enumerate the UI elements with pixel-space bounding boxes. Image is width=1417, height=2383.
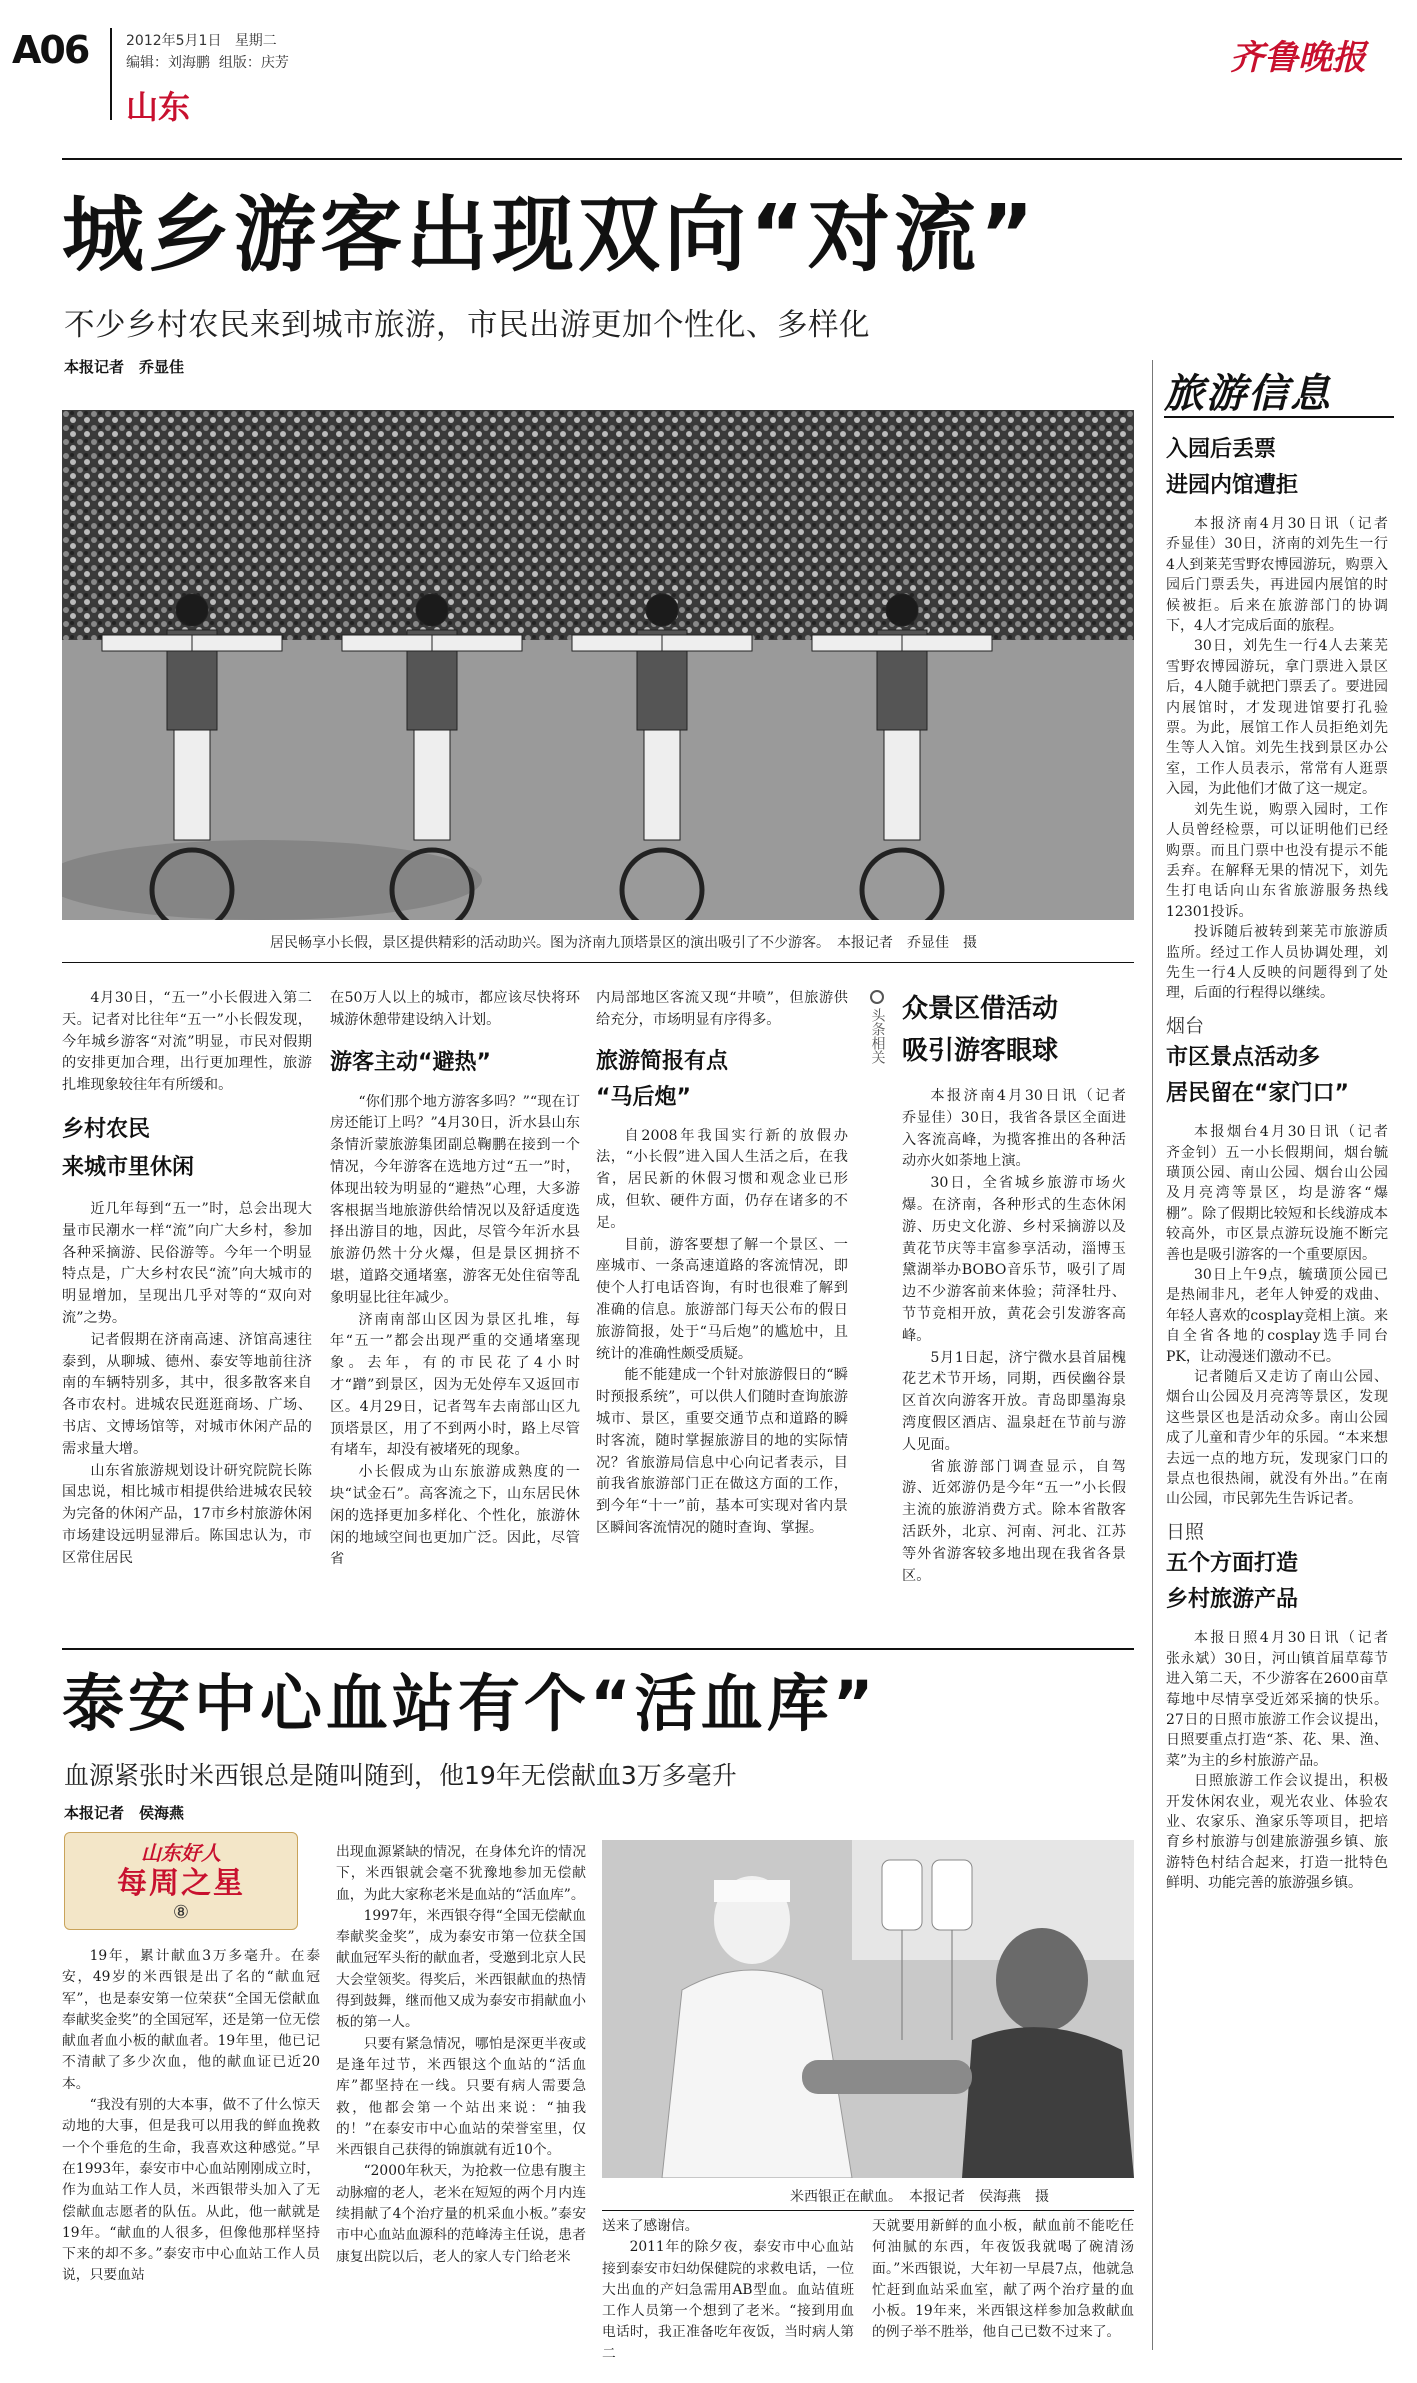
story1-headline: 城乡游客出现双向“对流” bbox=[62, 188, 1038, 283]
layout-text: 组版：庆芳 bbox=[218, 55, 289, 71]
story2-column-1 bbox=[62, 1946, 320, 2287]
sidebar-title bbox=[1164, 362, 1394, 418]
donation-illustration bbox=[602, 1840, 1134, 2178]
story2-col1-p2: “我没有别的大本事，做不了什么惊天动地的大事，但是我可以用我的鲜血挽救一个个垂危的生命，我喜欢这种感觉。”早在1993年，泰安市中心血站刚刚成立时，作为血站工作人员，米西银带头加入了无偿献血志愿者的队伍。从此，他一献就是19年。“献血的人很多，但像他那样坚持下来的却不多。”泰安市中心血站工作人员说，只要血站 bbox=[62, 2097, 320, 2284]
story2-col3-p1: 送来了感谢信。 bbox=[602, 2218, 699, 2234]
story2-col1-p1: 19年，累计献血3万多毫升。在泰安，49岁的米西银是出了名的“献血冠军”，也是泰安第一位荣获“全国无偿献血奉献奖金奖”的全国冠军，还是第一位无偿献血者血小板的献血者。19年里，他已记不清献了多少次血，他的献血证已近20本。 bbox=[62, 1948, 320, 2092]
sidebar-2-p3: 记者随后又走访了南山公园、烟台山公园及月亮湾等景区，发现这些景区也是活动众多。南山公园成了儿童和青少年的乐园。“本来想去远一点的地方玩，发现家门口的景点也很热闹，就没有外出。”在南山公园，市民郭先生告诉记者。 bbox=[1166, 1369, 1388, 1508]
story1-col3-p2: 目前，游客要想了解一个景区、一座城市、一条高速道路的客流情况，即使个人打电话咨询，有时也很难了解到准确的信息。旅游部门每天公布的假日旅游简报，处于“马后炮”的尴尬中，且统计的准确性颇受质疑。 bbox=[596, 1236, 848, 1362]
story1-subhead-4: 众景区借活动 吸引游客眼球 bbox=[902, 994, 1059, 1066]
sidebar-headline-3: 五个方面打造 乡村旅游产品 bbox=[1166, 1551, 1299, 1613]
paper-logo: 齐鲁晚报 bbox=[1230, 38, 1366, 78]
sidebar-2-p2: 30日上午9点，毓璜顶公园已是热闹非凡，老年人钟爱的戏曲、年轻人喜欢的cosplay竞相上演。来自全省各地的cosplay选手同台PK，让动漫迷们激动不已。 bbox=[1166, 1267, 1388, 1365]
section-name: 山东 bbox=[126, 88, 191, 126]
story2-column-2 bbox=[336, 1842, 586, 2268]
story2-column-3 bbox=[602, 2216, 854, 2365]
story1-col3-p1: 自2008年我国实行新的放假办法，“小长假”进入国人生活之后，在我省，居民新的休假习惯和观念业已形成，但软、硬件方面，仍存在诸多的不足。 bbox=[596, 1127, 848, 1231]
sidebar-divider bbox=[1152, 360, 1153, 2350]
blood-donation-photo bbox=[602, 1840, 1134, 2178]
sidebar-headline-2: 市区景点活动多 居民留在“家门口” bbox=[1166, 1045, 1349, 1107]
photo-caption-rule bbox=[602, 2210, 1134, 2211]
badge-main-text: 每周之星 bbox=[117, 1866, 245, 1901]
story2-byline: 本报记者 侯海燕 bbox=[64, 1804, 185, 1822]
story1-column-3 bbox=[596, 988, 848, 1540]
good-person-badge bbox=[64, 1832, 298, 1930]
masthead-date bbox=[126, 30, 277, 50]
story2-col2-p2: 1997年，米西银夺得“全国无偿献血奉献奖金奖”，成为泰安市第一位获全国献血冠军头衔的献血者，受邀到北京人民大会堂领奖。得奖后，米西银献血的热情得到鼓舞，继而他又成为泰安市捐献血小板的第一人。 bbox=[336, 1907, 586, 2031]
story1-col1-p2: 记者假期在济南高速、济馆高速往泰到，从聊城、德州、泰安等地前往济南的车辆特别多，其中，很多散客来自各市农村。进城农民逛逛商场、广场、书店、文博场馆等，对城市休闲产品的需求量大增。 bbox=[62, 1331, 312, 1457]
sidebar-3-p2: 日照旅游工作会议提出，积极开发休闲农业，观光农业、体验农业、农家乐、渔家乐等项目，把培育乡村旅游与创建旅游强乡镇、旅游特色村结合起来，打造一批特色鲜明、功能完善的旅游强乡镇。 bbox=[1166, 1773, 1388, 1892]
sidebar-headline-1: 入园后丢票 进园内馆遭拒 bbox=[1166, 437, 1299, 498]
caption-rule bbox=[62, 962, 1134, 963]
story2-subheadline: 血源紧张时米西银总是随叫随到，他19年无偿献血3万多毫升 bbox=[64, 1761, 737, 1790]
story2-column-4 bbox=[872, 2216, 1134, 2344]
story1-byline: 本报记者 乔显佳 bbox=[64, 358, 185, 376]
story2-col3-p2: 2011年的除夕夜，泰安市中心血站接到泰安市妇幼保健院的求救电话，一位大出血的产妇急需用AB型血。血站值班工作人员第一个想到了老米。“接到用血电话时，我正准备吃年夜饭，当时病人第二 bbox=[602, 2239, 854, 2362]
weekday-text: 星期二 bbox=[234, 33, 277, 49]
story1-col4-p4: 省旅游部门调查显示，自驾游、近郊游仍是今年“五一”小长假主流的旅游消费方式。除本省散客活跃外，北京、河南、河北、江苏等外省游客较多地出现在我省各景区。 bbox=[902, 1458, 1126, 1584]
page-number: A06 bbox=[12, 28, 89, 72]
masthead-divider bbox=[110, 28, 112, 120]
badge-top-text: 山东好人 bbox=[141, 1841, 221, 1865]
related-circle-icon bbox=[870, 990, 884, 1004]
story1-column-2 bbox=[330, 988, 580, 1571]
photo-illustration bbox=[62, 410, 1134, 920]
story1-col2-lead: 在50万人以上的城市，都应该尽快将环城游休憩带建设纳入计划。 bbox=[330, 990, 580, 1028]
story1-subhead-3: 旅游简报有点 “马后炮” bbox=[596, 1048, 729, 1110]
story1-column-1 bbox=[62, 988, 312, 1570]
story2-col2-p1: 出现血源紧缺的情况，在身体允许的情况下，米西银就会毫不犹豫地参加无偿献血，为此大家称老米是血站的“活血库”。 bbox=[336, 1844, 586, 1903]
related-marker bbox=[866, 990, 888, 1064]
story1-column-4 bbox=[902, 988, 1141, 1587]
editor-text: 编辑：刘海鹏 bbox=[126, 55, 210, 71]
sidebar-1-p3: 刘先生说，购票入园时，工作人员曾经检票，可以证明他们已经购票。而且门票中也没有提示不能丢弃。在解释无果的情况下，刘先生打电话向山东省旅游服务热线12301投诉。 bbox=[1166, 801, 1388, 920]
date-text: 2012年5月1日 bbox=[126, 33, 222, 49]
story1-col3-lead: 内局部地区客流又现“井喷”，但旅游供给充分，市场明显有序得多。 bbox=[596, 990, 848, 1028]
sidebar-1-p4: 投诉随后被转到莱芜市旅游质监所。经过工作人员协调处理，刘先生一行4人反映的问题得到了处理，后面的行程得以继续。 bbox=[1166, 924, 1388, 1002]
story1-col1-p3: 山东省旅游规划设计研究院院长陈国忠说，相比城市相提供给进城农民较为完备的休闲产品，17市乡村旅游休闲市场建设远明显滞后。陈国忠认为，市区常住居民 bbox=[62, 1462, 312, 1566]
related-label: 头条相关 bbox=[869, 1008, 886, 1064]
story2-col2-p3: 只要有紧急情况，哪怕是深更半夜或是逢年过节，米西银这个血站的“活血库”都坚持在一线。只要有病人需要急救，他都会第一个站出来说：“抽我的！”在泰安市中心血站的荣誉室里，仅米西银自己获得的锦旗就有近10个。 bbox=[336, 2035, 586, 2159]
story2-photo-caption: 米西银正在献血。 本报记者 侯海燕 摄 bbox=[790, 2189, 1049, 2205]
story1-col2-p3: 小长假成为山东旅游成熟度的一块“试金石”。高客流之下，山东居民休闲的选择更加多样化、个性化，旅游休闲的地域空间也更加广泛。因此，尽管省 bbox=[330, 1464, 580, 1568]
story2-col2-p4: “2000年秋天，为抢救一位患有腹主动脉瘤的老人，老米在短短的两个月内连续捐献了4个治疗量的机采血小板。”泰安市中心血站血源科的范峰涛主任说，患者康复出院以后，老人的家人专门给老米 bbox=[336, 2163, 586, 2265]
story2-headline: 泰安中心血站有个“活血库” bbox=[62, 1667, 878, 1740]
story1-col2-p1: “你们那个地方游客多吗？”“现在订房还能订上吗？”4月30日，沂水县山东条情沂蒙旅游集团副总鞠鹏在接到一个情况，今年游客在选地方过“五一”时，体现出较为明显的“避热”心理，大多游客根据当地旅游供给情况以及舒适度选择出游目的地，因此，尽管今年沂水县旅游仍然十分火爆，但是景区拥挤不堪，道路交通堵塞，游客无处住宿等乱象明显比往年减少。 bbox=[330, 1093, 580, 1306]
sidebar-location-2: 烟台 bbox=[1166, 1014, 1205, 1037]
story1-subheadline: 不少乡村农民来到城市旅游，市民出游更加个性化、多样化 bbox=[64, 308, 870, 343]
story1-col4-p3: 5月1日起，济宁微水县首届槐花艺术节开场，同期，西侯幽谷景区首次向游客开放。青岛即墨海泉湾度假区酒店、温泉赶在节前与游人见面。 bbox=[902, 1349, 1126, 1453]
story1-col4-p1: 本报济南4月30日讯（记者 乔显佳）30日，我省各景区全面进入客流高峰，为揽客推出的各种活动亦火如荼地上演。 bbox=[902, 1088, 1141, 1170]
top-rule bbox=[62, 158, 1402, 160]
story1-col4-p2: 30日，全省城乡旅游市场火爆。在济南，各种形式的生态休闲游、历史文化游、乡村采摘游以及黄花节庆等丰富参享活动，淄博玉黛湖举办BOBO音乐节，吸引了周边不少游客前来体验；菏泽牡丹、节节竞相开放，黄花会引发游客高峰。 bbox=[902, 1175, 1126, 1344]
sidebar-2-p1: 本报烟台4月30日讯（记者 齐金钊）五一小长假期间，烟台毓璜顶公园、南山公园、烟台山公园及月亮湾等景区，均是游客“爆棚”。除了假期比较短和长线游成本较高外，市区景点游玩设施不断完善也是吸引游客的一个重要原因。 bbox=[1166, 1124, 1402, 1263]
sidebar-column bbox=[1166, 432, 1402, 1894]
story1-photo-caption: 居民畅享小长假，景区提供精彩的活动助兴。图为济南九顶塔景区的演出吸引了不少游客。 本报记者 乔显佳 摄 bbox=[270, 935, 977, 951]
sidebar-1-p2: 30日，刘先生一行4人去莱芜雪野农博园游玩，拿门票进入景区后，4人随手就把门票丢了。要进园内展馆时，才发现进馆要打孔验票。为此，展馆工作人员拒绝刘先生等人入馆。刘先生找到景区办公室，工作人员表示，常常有人逛票入园，为此他们才做了这一规定。 bbox=[1166, 638, 1388, 798]
story1-subhead-1: 乡村农民 来城市里休闲 bbox=[62, 1116, 195, 1180]
story1-subhead-2: 游客主动“避热” bbox=[330, 1049, 491, 1075]
sidebar-title-text: 旅游信息 bbox=[1164, 371, 1332, 417]
story1-intro: 4月30日，“五一”小长假进入第二天。记者对比往年“五一”小长假发现，今年城乡游客“对流”明显，市民对假期的安排更加合理，出行更加理性，旅游扎堆现象较往年有所缓和。 bbox=[62, 990, 312, 1094]
sidebar-1-p1: 本报济南4月30日讯（记者 乔显佳）30日，济南的刘先生一行4人到莱芜雪野农博园游玩，购票入园后门票丢失，再进园内展馆的时候被拒。后来在旅游部门的协调下，4人才完成后面的旅程。 bbox=[1166, 516, 1402, 635]
sidebar-location-3: 日照 bbox=[1166, 1520, 1205, 1543]
story1-col1-p1: 近几年每到“五一”时，总会出现大量市民潮水一样“流”向广大乡村，参加各种采摘游、民俗游等。今年一个明显特点是，广大乡村农民“流”向大城市的明显增加，呈现出几乎对等的“双向对流”之势。 bbox=[62, 1200, 312, 1326]
story-separator bbox=[62, 1648, 1134, 1650]
story1-col3-p3: 能不能建成一个针对旅游假日的“瞬时预报系统”，可以供人们随时查询旅游城市、景区，重要交通节点和道路的瞬时客流，随时掌握旅游目的地的实际情况？省旅游局信息中心向记者表示，目前我省旅游部门正在做这方面的工作，到今年“十一”前，基本可实现对省内景区瞬间客流情况的随时查询、掌握。 bbox=[596, 1367, 848, 1536]
sidebar-3-p1: 本报日照4月30日讯（记者 张永斌）30日，河山镇首届草莓节进入第二天，不少游客在2600亩草莓地中尽情享受近郊采摘的快乐。27日的日照市旅游工作会议提出，日照要重点打造“茶、花、果、渔、菜”为主的乡村旅游产品。 bbox=[1166, 1630, 1402, 1769]
story2-col4-p1: 天就要用新鲜的血小板，献血前不能吃任何油腻的东西，年夜饭我就喝了碗清汤面。”米西银说，大年初一早晨7点，他就急忙赶到血站采血室，献了两个治疗量的血小板。19年来，米西银这样参加急救献血的例子举不胜举，他自己已数不过来了。 bbox=[872, 2218, 1134, 2341]
masthead-staff bbox=[126, 52, 289, 72]
badge-number: ⑧ bbox=[172, 1902, 190, 1923]
story1-col2-p2: 济南南部山区因为景区扎堆，每年“五一”都会出现严重的交通堵塞现象。去年，有的市民花了4小时才“蹭”到景区，因为无处停车又返回市区。4月29日，记者驾车去南部山区九顶塔景区，用了不到两小时，路上尽管有堵车，却没有被堵死的现象。 bbox=[330, 1311, 580, 1459]
unicycle-performance-photo bbox=[62, 410, 1134, 920]
